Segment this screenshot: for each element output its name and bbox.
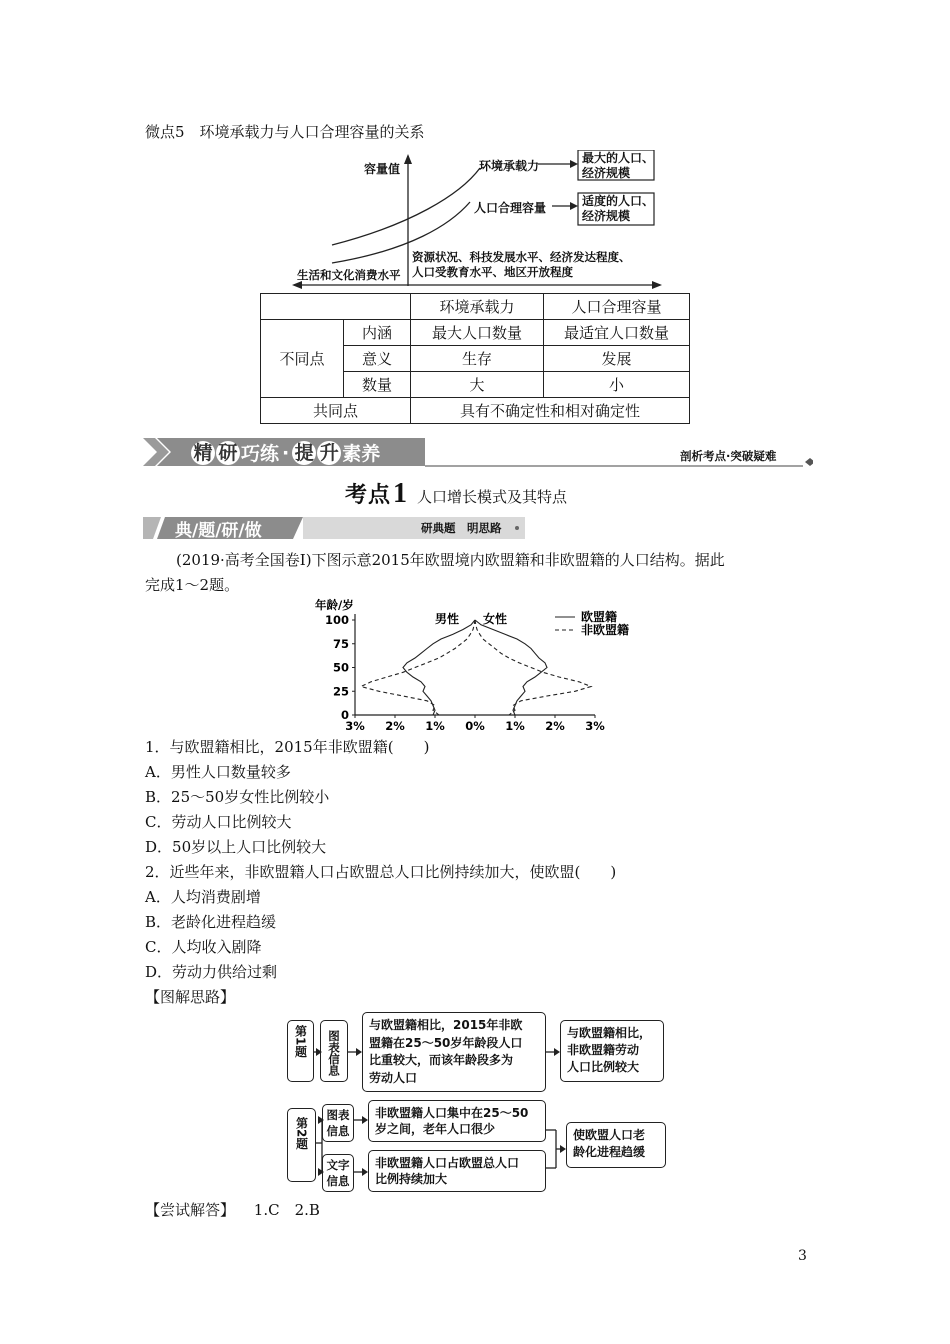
female-label: 女性 [483, 612, 508, 626]
banner-char-circle: 升 [317, 441, 341, 465]
y-axis-label: 容量值 [364, 162, 401, 176]
legend-label: 欧盟籍 [581, 610, 618, 624]
banner-right: 剖析考点·突破疑难 [680, 449, 777, 463]
x-tick-label: 1% [505, 719, 525, 733]
sub-banner-title: 典/题/研/做 [175, 521, 262, 541]
kaodian-number: 1 [393, 478, 408, 509]
population-pyramid-chart [300, 595, 670, 737]
x-tick-label: 2% [385, 719, 405, 733]
flow-q1: 第1题 [287, 1020, 314, 1082]
flow-q2-result: 使欧盟人口老 龄化进程趋缓 [566, 1122, 666, 1168]
y-axis-title: 年龄/岁 [315, 598, 354, 612]
curve-upper-label: 环境承载力 [479, 159, 540, 173]
banner-text: 巧练 [241, 443, 280, 465]
flow-q1-text: 与欧盟籍相比，2015年非欧 盟籍在25～50岁年龄段人口 比重较大，而该年龄段多为 劳动人口 [362, 1012, 546, 1092]
kaodian-heading [345, 478, 567, 510]
question-2: 2．近些年来，非欧盟籍人口占欧盟总人口比例持续加大，使欧盟( ) [145, 863, 617, 881]
series-2-female-line [475, 620, 591, 715]
table-head-1: 环境承载力 [411, 294, 544, 320]
answer-text: 1.C 2.B [253, 1201, 320, 1219]
curve-lower-label: 人口合理容量 [474, 201, 547, 215]
banner-char-circle: 提 [292, 441, 316, 465]
series-2-male-line [361, 620, 475, 715]
option: B．老龄化进程趋缓 [145, 913, 277, 931]
answer-line [145, 1198, 320, 1223]
intro-line-2: 完成1～2题。 [145, 576, 240, 594]
y-tick-label: 0 [340, 708, 349, 722]
answer-label: 【尝试解答】 [145, 1201, 236, 1219]
common-label: 共同点 [261, 398, 411, 424]
option: A．人均消费剧增 [145, 888, 261, 906]
axis-left-label: 生活和文化消费水平 [297, 268, 401, 282]
y-tick-label: 25 [332, 684, 349, 699]
x-tick-label: 0% [465, 719, 485, 733]
option: A．男性人口数量较多 [145, 763, 291, 781]
row-key: 内涵 [344, 320, 411, 346]
section-banner [143, 436, 813, 468]
option: C．劳动人口比例较大 [145, 813, 292, 831]
questions [145, 735, 616, 985]
row-key: 数量 [344, 372, 411, 398]
legend-label: 非欧盟籍 [581, 623, 630, 637]
diff-label: 不同点 [261, 320, 344, 398]
row-a: 生存 [411, 346, 544, 372]
option: C．人均收入剧降 [145, 938, 262, 956]
flow-q1-result: 与欧盟籍相比， 非欧盟籍劳动 人口比例较大 [560, 1020, 664, 1082]
axis-right-label: 资源状况、科技发展水平、经济发达程度、 人口受教育水平、地区开放程度 [412, 250, 631, 279]
sub-banner-right: 研典题 明思路 [421, 521, 502, 535]
banner-text: 素养 [342, 443, 381, 465]
series-1-male-line [403, 620, 475, 715]
row-b: 最适宜人口数量 [544, 320, 690, 346]
x-tick-label: 1% [425, 719, 445, 733]
y-tick-label: 75 [332, 636, 349, 651]
series-1-female-line [475, 620, 547, 715]
common-text: 具有不确定性和相对确定性 [411, 398, 690, 424]
row-b: 发展 [544, 346, 690, 372]
flow-q2: 第2题 [287, 1108, 316, 1182]
banner-char-circle: 精 [191, 441, 215, 465]
tujie-label: 【图解思路】 [145, 988, 236, 1006]
section-title: 微点5 环境承载力与人口合理容量的关系 [145, 123, 425, 141]
flow-q1-info: 图表信息 [320, 1020, 348, 1082]
row-a: 大 [411, 372, 544, 398]
option: D．劳动力供给过剩 [145, 963, 278, 981]
banner-char-circle: 研 [216, 441, 240, 465]
option: B．25～50岁女性比例较小 [145, 788, 330, 806]
y-tick-label: 100 [324, 613, 349, 627]
row-a: 最大人口数量 [411, 320, 544, 346]
flow-q2-text1: 非欧盟籍人口集中在25～50 岁之间，老年人口很少 [368, 1100, 546, 1142]
x-tick-label: 3% [345, 719, 365, 733]
flow-q2-text2: 非欧盟籍人口占欧盟总人口 比例持续加大 [368, 1150, 546, 1192]
flow-q2-info1: 图表信息 [322, 1104, 354, 1142]
page-number: 3 [798, 1248, 807, 1264]
box-upper: 最大的人口、 经济规模 [582, 151, 655, 180]
question-1: 1．与欧盟籍相比，2015年非欧盟籍( ) [145, 738, 430, 756]
male-label: 男性 [435, 612, 460, 626]
option: D．50岁以上人口比例较大 [145, 838, 327, 856]
box-lower: 适度的人口、 经济规模 [582, 194, 655, 223]
y-tick-label: 50 [332, 660, 349, 675]
row-key: 意义 [344, 346, 411, 372]
x-tick-label: 2% [545, 719, 565, 733]
comparison-table [260, 293, 690, 424]
banner-dot: · [282, 441, 290, 464]
table-head-2: 人口合理容量 [544, 294, 690, 320]
kaodian-label: 考点 [345, 483, 392, 508]
sub-banner [143, 515, 533, 541]
flow-q2-info2: 文字信息 [322, 1154, 354, 1192]
kaodian-title: 人口增长模式及其特点 [417, 488, 568, 506]
x-tick-label: 3% [585, 719, 605, 733]
row-b: 小 [544, 372, 690, 398]
intro-line-1: (2019·高考全国卷Ⅰ)下图示意2015年欧盟境内欧盟籍和非欧盟籍的人口结构。据此 [176, 551, 725, 569]
